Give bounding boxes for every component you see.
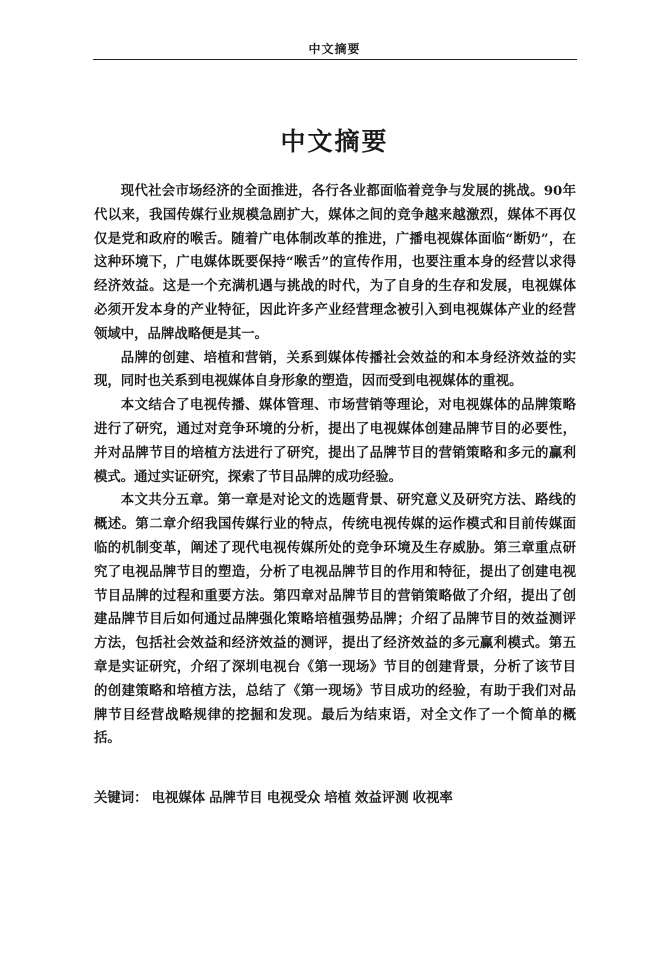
keyword-item: 培植 <box>324 790 352 806</box>
keyword-item: 电视受众 <box>266 790 321 806</box>
page-title: 中文摘要 <box>280 127 389 156</box>
abstract-paragraph: 本文共分五章。第一章是对论文的选题背景、研究意义及研究方法、路线的概述。第二章介绍我国传媒行业的特点，传统电视传媒的运作模式和目前传媒面临的机制变革，阐述了现代电视传媒所处的竞争环境及生存威胁。第三章重点研究了电视品牌节目的塑造，分析了电视品牌节目的作用和特征，提出了创建电视节目品牌的过程和重要方法。第四章对品牌节目的营销策略做了介绍，提出了创建品牌节目后如何通过品牌强化策略培植强势品牌；介绍了品牌节目的效益测评方法，包括社会效益和经济效益的测评，提出了经济效益的多元赢利模式。第五章是实证研究，介绍了深圳电视台《第一现场》节目的创建背景，分析了该节目的创建策略和培植方法，总结了《第一现场》节目成功的经验，有助于我们对品牌节目经营战略规律的挖掘和发现。最后为结束语，对全文作了一个简单的概括。 <box>94 492 576 747</box>
abstract-paragraph: 品牌的创建、培植和营销，关系到媒体传播社会效益的和本身经济效益的实现，同时也关系到电视媒体自身形象的塑造，因而受到电视媒体的重视。 <box>94 349 576 390</box>
running-header: 中文摘要 <box>308 42 361 56</box>
keyword-item: 电视媒体 <box>151 790 206 806</box>
abstract-body <box>94 180 576 751</box>
keyword-item: 收视率 <box>412 790 453 806</box>
keywords-line <box>94 786 576 810</box>
keyword-item: 品牌节目 <box>209 790 263 806</box>
keywords-label: 关键词： <box>94 790 148 806</box>
keyword-item: 效益评测 <box>355 790 409 806</box>
header-rule <box>93 59 577 60</box>
abstract-paragraph: 现代社会市场经济的全面推进，各行各业都面临着竞争与发展的挑战。90年代以来，我国传媒行业规模急剧扩大，媒体之间的竞争越来越激烈，媒体不再仅仅是党和政府的喉舌。随着广电体制改革的推进，广播电视媒体面临“断奶”，在这种环境下，广电媒体既要保持“喉舌”的宣传作用，也要注重本身的经营以求得经济效益。这是一个充满机遇与挑战的时代，为了自身的生存和发展，电视媒体必须开发本身的产业特征，因此许多产业经营理念被引入到电视媒体产业的经营领域中，品牌战略便是其一。 <box>94 183 576 342</box>
abstract-paragraph: 本文结合了电视传播、媒体管理、市场营销等理论，对电视媒体的品牌策略进行了研究，通过对竞争环境的分析，提出了电视媒体创建品牌节目的必要性，并对品牌节目的培植方法进行了研究，提出了品牌节目的营销策略和多元的赢利模式。通过实证研究，探索了节目品牌的成功经验。 <box>94 397 576 485</box>
